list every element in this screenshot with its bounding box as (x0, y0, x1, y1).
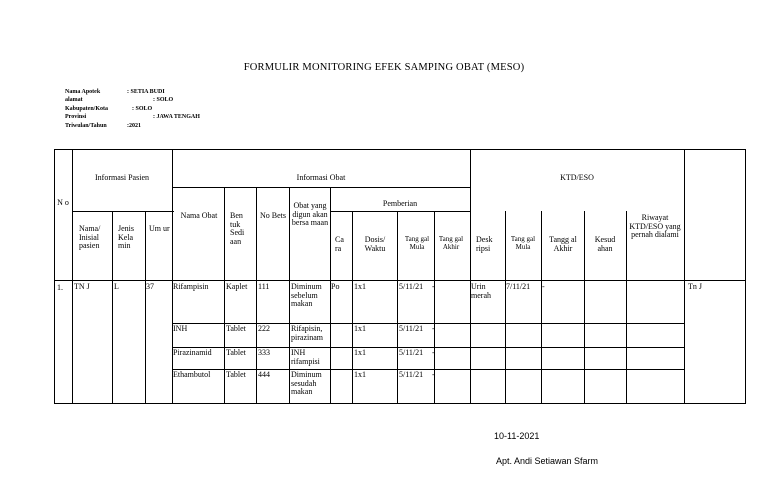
drug-name: Rifampisin (173, 282, 209, 291)
drug-start: 5/11/21 (399, 370, 424, 379)
header-tgl-akhir: Tang gal Akhir (438, 235, 464, 251)
drug-name: Ethambutol (173, 370, 211, 379)
ktd-start-date: 7/11/21 (506, 282, 531, 291)
table-divider (289, 187, 290, 404)
row-number: 1. (57, 283, 63, 292)
meta-label: Triwulan/Tahun (65, 122, 107, 129)
table-divider (256, 187, 257, 404)
drug-end: - (432, 324, 435, 333)
table-border-right (745, 149, 746, 404)
table-divider (330, 211, 470, 212)
header-deskripsi: Desk ripsi (476, 235, 493, 253)
table-divider (172, 149, 173, 404)
table-divider (352, 211, 353, 404)
header-ktd-tgl-mulai: Tang gal Mula (510, 235, 536, 251)
drug-bets: 333 (258, 348, 270, 357)
header-jenis-kelamin: Jenis Kela min (118, 224, 134, 251)
pharmacy-info (65, 88, 200, 130)
drug-concomitant: Diminum sebelum makan (291, 282, 322, 309)
table-divider (505, 211, 506, 404)
header-pemberian: Pemberian (382, 199, 418, 208)
meta-value: : JAWA TENGAH (153, 114, 200, 121)
header-info-pasien: Informasi Pasien (95, 173, 149, 182)
meta-label: Provinsi (65, 114, 87, 121)
table-divider (54, 280, 746, 281)
table-divider (172, 369, 684, 370)
meta-label: Kabupaten/Kota (65, 105, 109, 112)
meta-label: Nama Apotek (65, 89, 101, 95)
table-divider (72, 211, 174, 212)
drug-start: 5/11/21 (399, 348, 424, 357)
table-divider (172, 323, 684, 324)
table-divider (330, 187, 331, 404)
drug-form: Tablet (226, 348, 246, 357)
drug-form: Tablet (226, 324, 246, 333)
drug-bets: 444 (258, 370, 270, 379)
drug-dose: 1x1 (354, 282, 366, 291)
drug-dose: 1x1 (354, 324, 366, 333)
header-ktd-tgl-akhir: Tangg al Akhir (549, 235, 577, 253)
meta-value: :2021 (127, 122, 141, 129)
header-umur: Um ur (149, 224, 170, 233)
table-border-bottom (54, 403, 746, 404)
table-divider (224, 187, 225, 404)
table-divider (112, 211, 113, 404)
patient-name: TN J (74, 282, 90, 291)
meta-row-address (65, 96, 200, 104)
drug-end: - (432, 348, 435, 357)
drug-start: 5/11/21 (399, 282, 424, 291)
header-info-obat: Informasi Obat (296, 173, 346, 182)
ktd-end-date: - (542, 282, 545, 291)
drug-bets: 111 (258, 282, 270, 291)
header-obat-bersamaan: Obat yang digun akan bersa maan (291, 201, 329, 228)
drug-bets: 222 (258, 324, 270, 333)
extra-column-value: Tn J (688, 282, 702, 291)
meta-label: alamat (65, 97, 83, 104)
header-kesudahan: Kesud ahan (594, 235, 616, 253)
drug-route: Po (331, 282, 340, 291)
table-divider (470, 149, 471, 404)
table-divider (397, 211, 398, 404)
table-divider (626, 211, 627, 404)
table-divider (72, 149, 73, 404)
table-divider (145, 211, 146, 404)
header-no-bets: No Bets (260, 211, 286, 220)
signature-date: 10-11-2021 (494, 431, 540, 441)
form-title: FORMULIR MONITORING EFEK SAMPING OBAT (MESO) (243, 62, 525, 73)
drug-start: 5/11/21 (399, 324, 424, 333)
table-divider (584, 211, 585, 404)
drug-concomitant: Rifapisin, pirazinam (291, 324, 323, 342)
drug-concomitant: Diminum sesudah makan (291, 370, 322, 397)
table-divider (541, 211, 542, 404)
drug-name: Pirazinamid (173, 348, 212, 357)
table-divider (172, 187, 470, 188)
header-nama-obat: Nama Obat (180, 211, 218, 220)
header-no: N o (57, 198, 69, 207)
drug-form: Tablet (226, 370, 246, 379)
meta-value: : SOLO (132, 105, 153, 112)
meta-row-province (65, 113, 200, 121)
patient-sex: L (114, 282, 119, 291)
drug-dose: 1x1 (354, 370, 366, 379)
table-border-left (54, 149, 55, 404)
drug-form: Kaplet (226, 282, 248, 291)
table-divider (684, 149, 685, 404)
meta-value: : SOLO (153, 97, 174, 104)
signer-name: Apt. Andi Setiawan Sfarm (496, 456, 599, 466)
header-nama-inisial: Nama/ Inisial pasien (79, 224, 101, 251)
meta-row-period (65, 122, 200, 130)
header-cara: Ca ra (335, 235, 344, 253)
table-divider (172, 347, 684, 348)
table-border-top (54, 149, 746, 150)
meta-row-city (65, 105, 200, 113)
header-dosis: Dosis/ Waktu (364, 235, 386, 253)
drug-name: INH (173, 324, 188, 333)
header-ktd-eso: KTD/ESO (560, 173, 594, 182)
patient-age: 37 (146, 282, 154, 291)
meta-value: : SETIA BUDI (127, 89, 165, 95)
meta-row-pharmacy (65, 88, 200, 96)
header-tgl-mulai: Tang gal Mula (404, 235, 430, 251)
header-bentuk-sediaan: Ben tuk Sedi aan (230, 211, 245, 246)
drug-dose: 1x1 (354, 348, 366, 357)
drug-end: - (432, 370, 435, 379)
drug-end: - (432, 282, 435, 291)
header-riwayat: Riwayat KTD/ESO yang pernah dialami (629, 213, 681, 240)
drug-concomitant: INH rifampisi (291, 348, 320, 366)
ktd-description: Urin merah (471, 282, 491, 300)
